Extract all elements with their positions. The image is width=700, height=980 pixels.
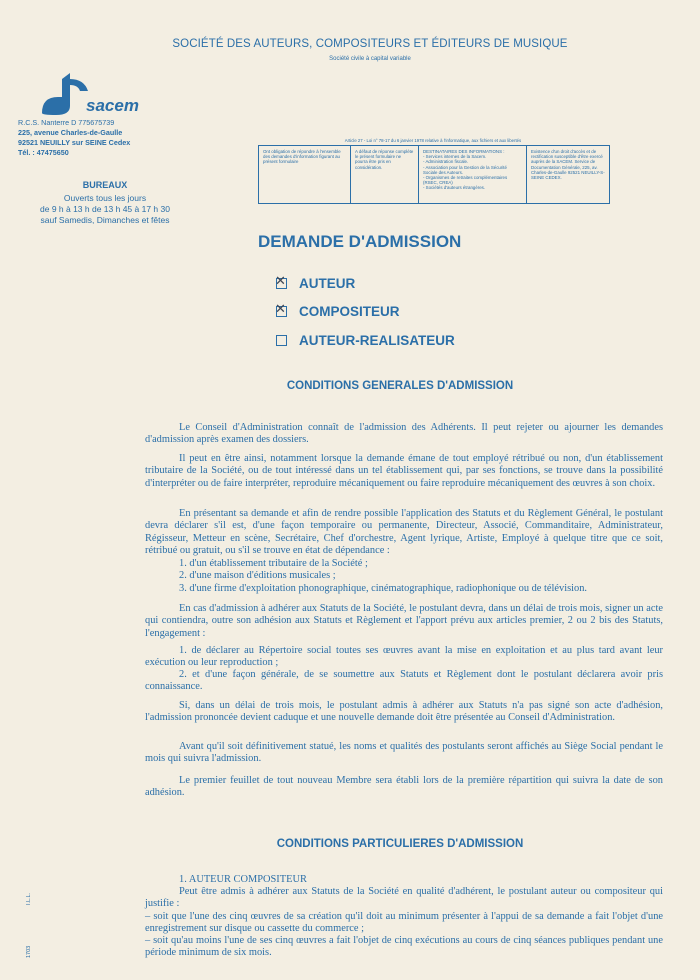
phone-number: Tél. : 47475650	[18, 148, 69, 157]
dependency-list	[179, 558, 659, 595]
recipient-item: - Administration fiscale.	[423, 159, 469, 165]
law-note: Article 27 - Loi n° 78-17 du 6 janvier 1978 relative à l'informatique, aux fichiers et aux libertés	[344, 138, 522, 143]
subsection-title: 1. AUTEUR COMPOSITEUR	[179, 874, 307, 885]
info-table	[258, 145, 610, 204]
office-hours	[10, 180, 200, 226]
info-table-cell: A défaut de réponse complète le présent formulaire ne pourra être pris en considération.	[351, 146, 419, 203]
list-item: 3. d'une firme d'exploitation phonographique, cinématographique, radiophonique ou de télévision.	[179, 582, 588, 594]
street-address: 225, avenue Charles-de-Gaulle	[18, 128, 123, 137]
info-table-cell: Existence d'un droit d'accès et de rectification susceptible d'être exercé auprès de la SACEM. Service de Documentation Générale, 225, av. Charles-de-Gaulle 92521 NEUILLY-S-SEINE CEDEX.	[531, 149, 605, 181]
office-hours-line: Ouverts tous les jours	[63, 193, 147, 203]
paragraph: 1. de déclarer au Répertoire social toutes ses œuvres avant la mise en exploitation et au plus tard avant leur exécution ou leur reproduction ;	[145, 645, 663, 669]
paragraph: Si, dans un délai de trois mois, le postulant admis à adhérer aux Statuts n'a pas signé son acte d'adhésion, l'admission prononcée devient caduque et une nouvelle demande doit être présentée au Conseil d'Administration.	[145, 700, 663, 724]
list-item: 2. d'une maison d'éditions musicales ;	[179, 570, 336, 582]
bullet-item: – soit que l'une des cinq œuvres de sa création qu'il doit au minimum présenter à l'appui de sa demande a fait l'objet d'une enregistrement sur disque ou cassette du commerce ;	[145, 911, 663, 935]
society-subtitle: Société civile à capital variable	[329, 56, 411, 62]
office-hours-title: BUREAUX	[82, 180, 128, 190]
list-item: 1. d'un établissement tributaire de la Société ;	[179, 558, 368, 569]
paragraph: Il peut en être ainsi, notamment lorsque la demande émane de tout employé rétribué ou non, d'un établissement tributaire de la Société, ou de tout intéressé dans un tel établissement qui, par ses fonctions, se trouve dans la possibilité d'interpréter ou de faire interpréter, reproduire mécaniquement ou faire reproduire mécaniquement des œuvres à son choix.	[145, 453, 663, 489]
option-label: COMPOSITEUR	[299, 303, 400, 319]
info-table-cell: Ont obligation de répondre à l'ensemble des demandes d'information figurant au présent formulaire	[259, 146, 351, 203]
section-title-particular: CONDITIONS PARTICULIERES D'ADMISSION	[276, 838, 524, 850]
option-auteur-realisateur[interactable]	[276, 331, 455, 349]
section-title-general: CONDITIONS GENERALES D'ADMISSION	[286, 380, 514, 392]
bullet-item: – soit qu'au moins l'une de ses cinq œuvres a fait l'objet de cinq exécutions au cours de cinq séances publiques pendant une période minimum de six mois.	[145, 935, 663, 959]
recipient-item: - Organismes de retraites complémentaires (RSEC, CREA)	[423, 175, 508, 186]
logo-text: sacem	[86, 96, 139, 115]
paragraph: 2. et d'une façon générale, de se soumettre aux Statuts et Règlement dont le postulant déclarera avoir pris connaissance.	[145, 669, 663, 693]
society-title: SOCIÉTÉ DES AUTEURS, COMPOSITEURS ET ÉDITEURS DE MUSIQUE	[172, 38, 568, 50]
office-hours-line: sauf Samedis, Dimanches et fêtes	[40, 215, 170, 225]
page-title: DEMANDE D'ADMISSION	[258, 232, 462, 251]
paragraph: Peut être admis à adhérer aux Statuts de la Société en qualité d'adhérent, le postulant auteur ou compositeur qui justifie :	[145, 886, 663, 910]
recipient-item: - Services internes de la Sacem.	[423, 154, 487, 160]
info-table-cell-recipients	[419, 146, 527, 203]
checkbox-auteur-realisateur[interactable]	[276, 335, 287, 346]
recipient-item: - Sociétés d'auteurs étrangères.	[423, 185, 486, 191]
sacem-logo	[40, 73, 150, 118]
option-label: AUTEUR	[299, 275, 356, 291]
paragraph: En cas d'admission à adhérer aux Statuts de la Société, le postulant devra, dans un délai de trois mois, signer un acte qui contiendra, outre son adhésion aux Statuts et Règlement et l'apport prévu aux articles premier, 2 ou 2 bis des Statuts, l'engagement :	[145, 603, 663, 639]
office-hours-line: de 9 h à 13 h de 13 h 45 à 17 h 30	[40, 204, 170, 214]
paragraph: En présentant sa demande et afin de rendre possible l'application des Statuts et du Règlement Général, le postulant devra déclarer s'il est, d'une façon temporaire ou permanente, Directeur, Associé, Commanditaire, Administrateur, Régisseur, Metteur en scène, Secrétaire, Chef d'orchestre, Agent lyrique, Artiste, Employé à quelque titre que ce soit, rétribué ou gratuit, ou s'il se trouve en état de dépendance :	[145, 508, 663, 556]
option-auteur[interactable]	[276, 274, 355, 292]
paragraph: Avant qu'il soit définitivement statué, les noms et qualités des postulants seront affichés au Siège Social pendant le mois qui suivra l'admission.	[145, 741, 663, 765]
recipient-item: - Association pour la Gestion de la Sécurité Sociale des Auteurs.	[423, 164, 507, 175]
paragraph: Le premier feuillet de tout nouveau Membre sera établi lors de la première répartition qui suivra la date de son adhésion.	[145, 775, 663, 799]
checkbox-compositeur[interactable]	[276, 306, 287, 317]
checkbox-auteur[interactable]	[276, 278, 287, 289]
side-code: 1703	[26, 945, 32, 958]
address-block	[18, 118, 168, 158]
recipients-title: DESTINATAIRES DES INFORMATIONS :	[423, 149, 505, 154]
option-label: AUTEUR-REALISATEUR	[299, 332, 455, 348]
option-compositeur[interactable]	[276, 302, 400, 320]
rcs-number: R.C.S. Nanterre D 775675739	[18, 118, 115, 127]
side-code: I.L.L.	[26, 892, 32, 905]
city-address: 92521 NEUILLY sur SEINE Cedex	[18, 138, 131, 147]
paragraph: Le Conseil d'Administration connaît de l'admission des Adhérents. Il peut rejeter ou ajourner les demandes d'admission après examen des dossiers.	[145, 422, 663, 446]
